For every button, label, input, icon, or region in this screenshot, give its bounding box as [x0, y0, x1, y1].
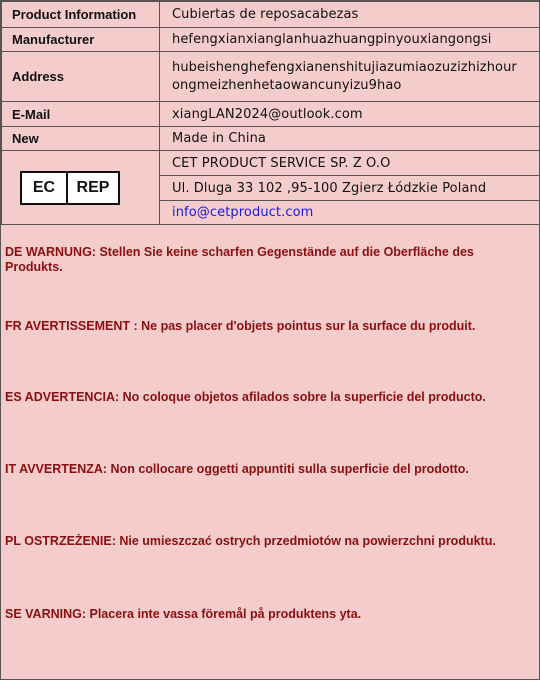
ec-rep-company: CET PRODUCT SERVICE SP. Z O.O [160, 151, 540, 176]
table-row [2, 127, 540, 151]
table-row [2, 52, 540, 102]
warning-es: ES ADVERTENCIA: No coloque objetos afilados sobre la superficie del producto. [5, 390, 486, 404]
warning-pl: PL OSTRZEŻENIE: Nie umieszczać ostrych przedmiotów na powierzchni produktu. [5, 534, 496, 548]
email-label: E-Mail [2, 102, 160, 127]
address-line-2: ongmeizhenhetaowancunyizu9hao [172, 77, 402, 93]
ec-rep-email-link[interactable]: info@cetproduct.com [172, 205, 314, 220]
table-row [2, 28, 540, 52]
manufacturer-value: hefengxianxianglanhuazhuangpinyouxiangongsi [160, 28, 540, 52]
rep-badge-text: REP [76, 178, 110, 196]
product-info-table [1, 1, 540, 225]
product-info-label: Product Information [2, 2, 160, 28]
new-value: Made in China [160, 127, 540, 151]
warning-de: DE WARNUNG: Stellen Sie keine scharfen Gegenstände auf die Oberfläche des Produkts. [5, 245, 474, 274]
address-line-1: hubeishenghefengxianenshitujiazumiaozuzizhizhour [172, 59, 517, 75]
product-info-value: Cubiertas de reposacabezas [160, 2, 540, 28]
email-value: xiangLAN2024@outlook.com [160, 102, 540, 127]
warning-it: IT AVVERTENZA: Non collocare oggetti appuntiti sulla superficie del prodotto. [5, 462, 469, 476]
warning-se: SE VARNING: Placera inte vassa föremål på produktens yta. [5, 607, 362, 621]
table-row [2, 151, 540, 176]
ec-rep-cell [2, 151, 160, 225]
ec-rep-email-cell [160, 201, 540, 225]
address-label: Address [2, 52, 160, 102]
new-label: New [2, 127, 160, 151]
address-value [160, 52, 540, 102]
table-row [2, 102, 540, 127]
manufacturer-label: Manufacturer [2, 28, 160, 52]
table-row [2, 2, 540, 28]
ec-badge-text: EC [22, 173, 68, 203]
warning-fr: FR AVERTISSEMENT : Ne pas placer d'objets pointus sur la surface du produit. [5, 319, 476, 333]
ec-rep-address: Ul. Dluga 33 102 ,95-100 Zgierz Łódzkie Poland [160, 176, 540, 201]
ec-rep-badge [20, 171, 120, 205]
